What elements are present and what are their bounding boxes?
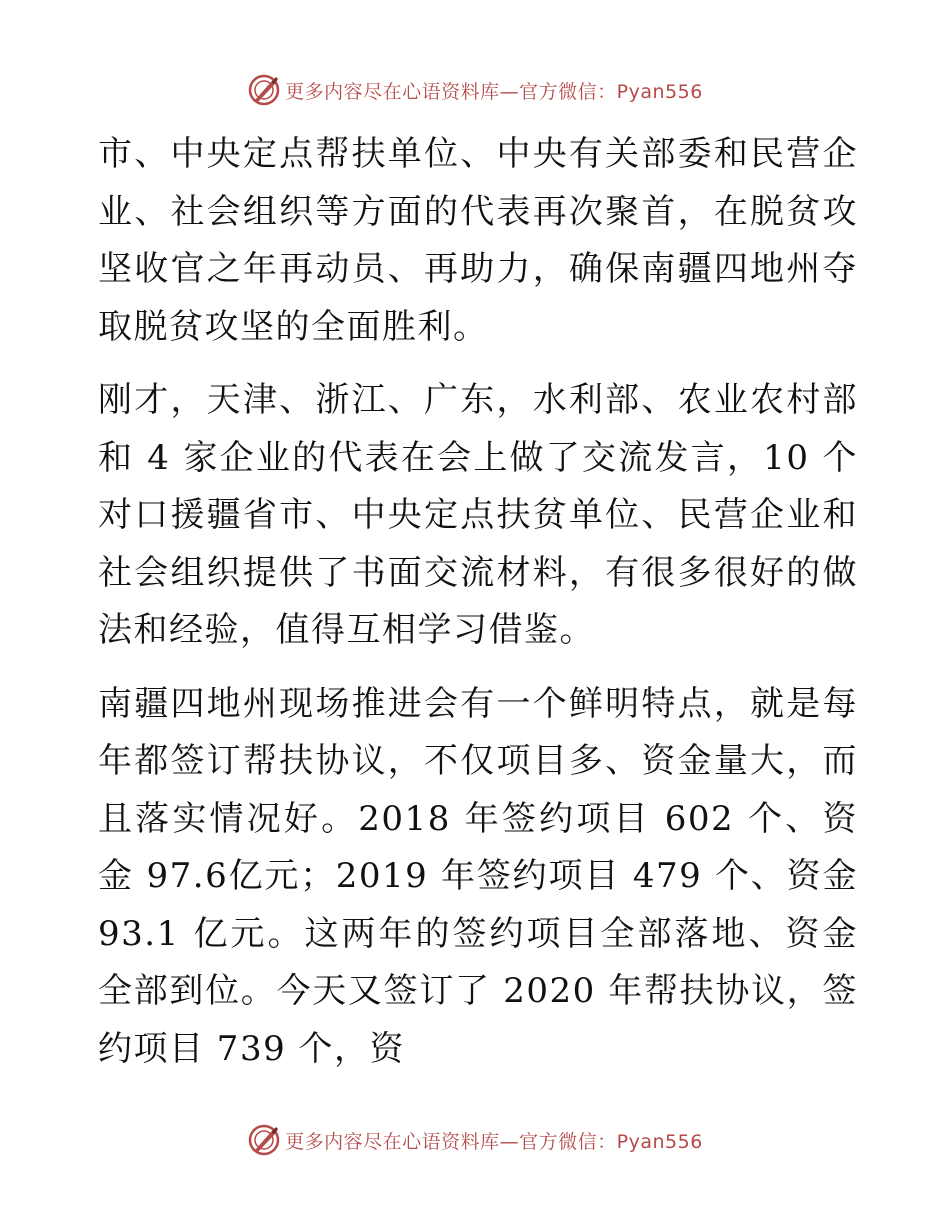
pen-nib-logo-icon xyxy=(247,1123,281,1157)
document-body xyxy=(98,126,858,1078)
header-watermark-text: 更多内容尽在心语资料库—官方微信：Pyan556 xyxy=(285,80,703,103)
footer-watermark-text: 更多内容尽在心语资料库—官方微信：Pyan556 xyxy=(285,1130,703,1153)
paragraph-3: 南疆四地州现场推进会有一个鲜明特点，就是每年都签订帮扶协议，不仅项目多、资金量大，而且落实情况好。2018 年签约项目 602 个、资金 97.6亿元；2019 年签约项目 479 个、资金 93.1 亿元。这两年的签约项目全部落地、资金全部到位。今天又签订了 2020 年帮扶协议，签约项目 739 个，资 xyxy=(98,683,858,1069)
pen-nib-logo-icon xyxy=(247,73,281,107)
paragraph-1: 市、中央定点帮扶单位、中央有关部委和民营企业、社会组织等方面的代表再次聚首，在脱贫攻坚收官之年再动员、再助力，确保南疆四地州夺取脱贫攻坚的全面胜利。 xyxy=(98,134,858,347)
footer-watermark xyxy=(0,1120,950,1160)
header-watermark xyxy=(0,70,950,110)
paragraph-2: 刚才，天津、浙江、广东，水利部、农业农村部和 4 家企业的代表在会上做了交流发言，10 个对口援疆省市、中央定点扶贫单位、民营企业和社会组织提供了书面交流材料，有很多很好的做法和经验，值得互相学习借鉴。 xyxy=(98,380,858,650)
